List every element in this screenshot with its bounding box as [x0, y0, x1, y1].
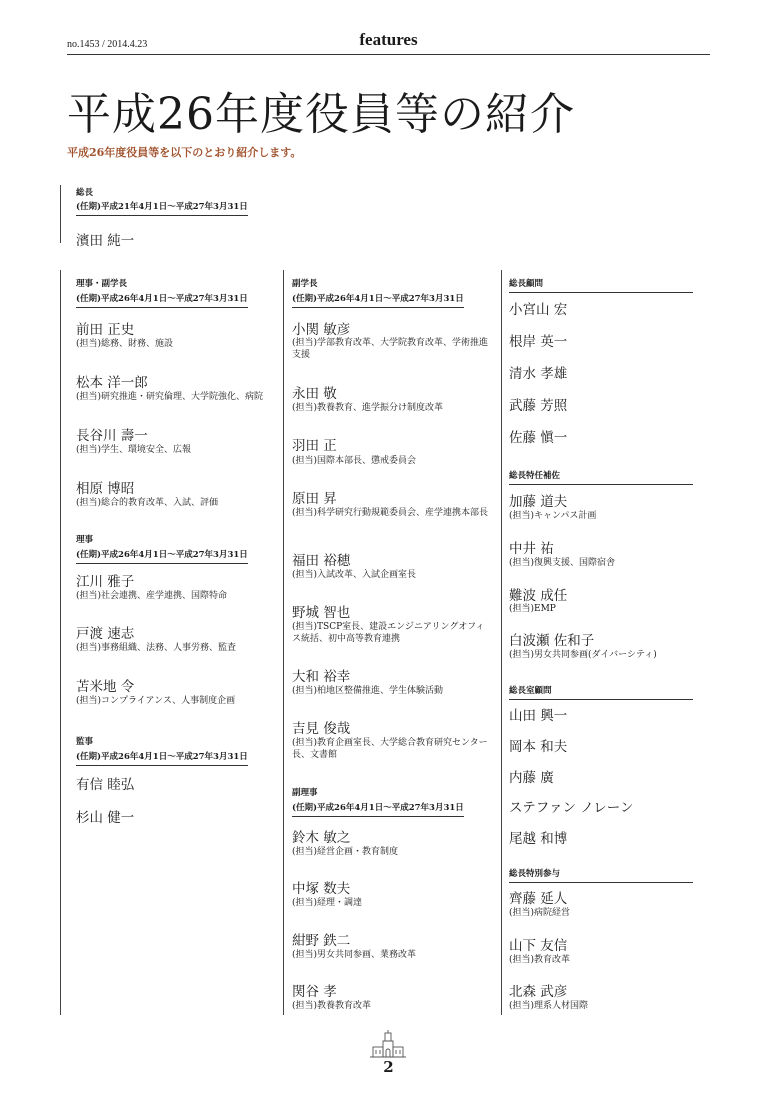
member-duty: (担当)総合的教育改革、入試、評価: [76, 498, 219, 508]
divider-col3: [501, 270, 502, 1015]
member-name: 小関 敏彦: [292, 322, 351, 338]
member-duty: (担当)柏地区整備推進、学生体験活動: [292, 686, 444, 696]
member-duty: (担当)社会連携、産学連携、国際特命: [76, 591, 228, 601]
member-duty: (担当)TSCP室長、建設エンジニアリングオフィス統括、初中高等教育連携: [292, 622, 485, 644]
member-name: 中井 祐: [509, 541, 554, 557]
group-term-auditor: (任期)平成26年4月1日～平成27年3月31日: [76, 750, 248, 766]
section-title: features: [359, 30, 418, 49]
member-duty: (担当)病院経営: [509, 908, 571, 918]
page-subtitle: 平成26年度役員等を以下のとおり紹介します。: [67, 146, 302, 159]
member-name: 江川 雅子: [76, 574, 135, 590]
member-name: 清水 孝雄: [509, 366, 568, 382]
member-name: 大和 裕幸: [292, 669, 351, 685]
member-name: 長谷川 壽一: [76, 428, 148, 444]
group-label-trustee: 理事: [76, 535, 94, 545]
divider-col2: [283, 270, 284, 1015]
member-duty: (担当)総務、財務、施設: [76, 339, 174, 349]
member-duty: (担当)理系人材国際: [509, 1001, 589, 1011]
group-label-special-aide: 総長特任補佐: [509, 469, 693, 485]
member-duty: (担当)男女共同参画、業務改革: [292, 950, 417, 960]
member-duty: (担当)男女共同参画(ダイバーシティ): [509, 650, 657, 660]
group-label-auditor: 監事: [76, 737, 94, 747]
member-duty: (担当)研究推進・研究倫理、大学院強化、病院: [76, 392, 264, 402]
member-name: 山田 興一: [509, 708, 568, 724]
member-duty: (担当)経営企画・教育制度: [292, 847, 399, 857]
member-name: 難波 成任: [509, 588, 568, 604]
member-name: 羽田 正: [292, 438, 337, 454]
member-duty: (担当)事務組織、法務、人事労務、監査: [76, 643, 237, 653]
divider-col1-top: [60, 185, 61, 243]
group-label-office-advisor: 総長室顧問: [509, 684, 693, 700]
member-name: 濱田 純一: [76, 233, 135, 249]
member-name: 福田 裕穂: [292, 553, 351, 569]
member-duty: (担当)科学研究行動規範委員会、産学連携本部長: [292, 508, 489, 518]
member-name: 野城 智也: [292, 605, 351, 621]
member-name: 紺野 鉄二: [292, 933, 351, 949]
member-name: 苫米地 令: [76, 679, 135, 695]
member-name: 尾越 和博: [509, 831, 568, 847]
group-label-vice-president: 副学長: [292, 279, 318, 289]
divider-col1: [60, 270, 61, 1015]
building-icon: [370, 1030, 406, 1060]
page-title: 平成26年度役員等の紹介: [67, 89, 575, 140]
member-name: 前田 正史: [76, 322, 135, 338]
member-duty: (担当)EMP: [509, 604, 556, 614]
member-name: 根岸 英一: [509, 334, 568, 350]
member-name: 齊藤 延人: [509, 891, 568, 907]
member-duty: (担当)教育企画室長、大学総合教育研究センター長、文書館: [292, 738, 488, 760]
group-term-president: (任期)平成21年4月1日～平成27年3月31日: [76, 200, 248, 216]
member-duty: (担当)キャンパス計画: [509, 511, 597, 521]
member-name: 岡本 和夫: [509, 739, 568, 755]
member-name: 白波瀬 佐和子: [509, 633, 595, 649]
group-label-vice-trustee: 副理事: [292, 788, 318, 798]
group-term-vice-trustee: (任期)平成26年4月1日～平成27年3月31日: [292, 801, 464, 817]
group-label-advisor: 総長顧問: [509, 277, 693, 293]
member-duty: (担当)学部教育改革、大学院教育改革、学術推進支援: [292, 338, 489, 360]
member-duty: (担当)経理・調達: [292, 898, 363, 908]
page-header: [67, 28, 710, 55]
page-number: 2: [383, 1058, 394, 1076]
member-name: 原田 昇: [292, 491, 337, 507]
member-duty: (担当)教育改革: [509, 955, 571, 965]
member-name: 佐藤 愼一: [509, 430, 568, 446]
member-duty: (担当)教養教育改革: [292, 1001, 372, 1011]
member-name: 小宮山 宏: [509, 302, 568, 318]
member-name: 相原 博昭: [76, 481, 135, 497]
member-name: 北森 武彦: [509, 984, 568, 1000]
member-duty: (担当)コンプライアンス、人事制度企画: [76, 696, 236, 706]
member-duty: (担当)復興支援、国際宿舎: [509, 558, 616, 568]
group-term-trustee: (任期)平成26年4月1日～平成27年3月31日: [76, 548, 248, 564]
member-name: 武藤 芳照: [509, 398, 568, 414]
group-label-trustee-vp: 理事・副学長: [76, 279, 128, 289]
member-name: 鈴木 敏之: [292, 830, 351, 846]
member-duty: (担当)入試改革、入試企画室長: [292, 570, 417, 580]
group-label-special-counselor: 総長特別参与: [509, 867, 693, 883]
member-name: 中塚 数夫: [292, 881, 351, 897]
member-name: 松本 洋一郎: [76, 375, 148, 391]
group-term-vice-president: (任期)平成26年4月1日～平成27年3月31日: [292, 292, 464, 308]
member-name: 戸渡 速志: [76, 626, 135, 642]
member-name: 杉山 健一: [76, 810, 135, 826]
member-name: ステファン ノレーン: [509, 800, 634, 816]
member-duty: (担当)学生、環境安全、広報: [76, 445, 192, 455]
member-name: 内藤 廣: [509, 770, 554, 786]
group-term-trustee-vp: (任期)平成26年4月1日～平成27年3月31日: [76, 292, 248, 308]
member-duty: (担当)教養教育、進学振分け制度改革: [292, 403, 444, 413]
member-name: 関谷 孝: [292, 984, 337, 1000]
member-name: 永田 敬: [292, 386, 337, 402]
member-name: 有信 睦弘: [76, 777, 135, 793]
member-name: 山下 友信: [509, 938, 568, 954]
issue-info: no.1453 / 2014.4.23: [67, 39, 148, 50]
group-label-president: 総長: [76, 188, 94, 198]
member-name: 吉見 俊哉: [292, 721, 351, 737]
member-duty: (担当)国際本部長、懲戒委員会: [292, 456, 417, 466]
member-name: 加藤 道夫: [509, 494, 568, 510]
